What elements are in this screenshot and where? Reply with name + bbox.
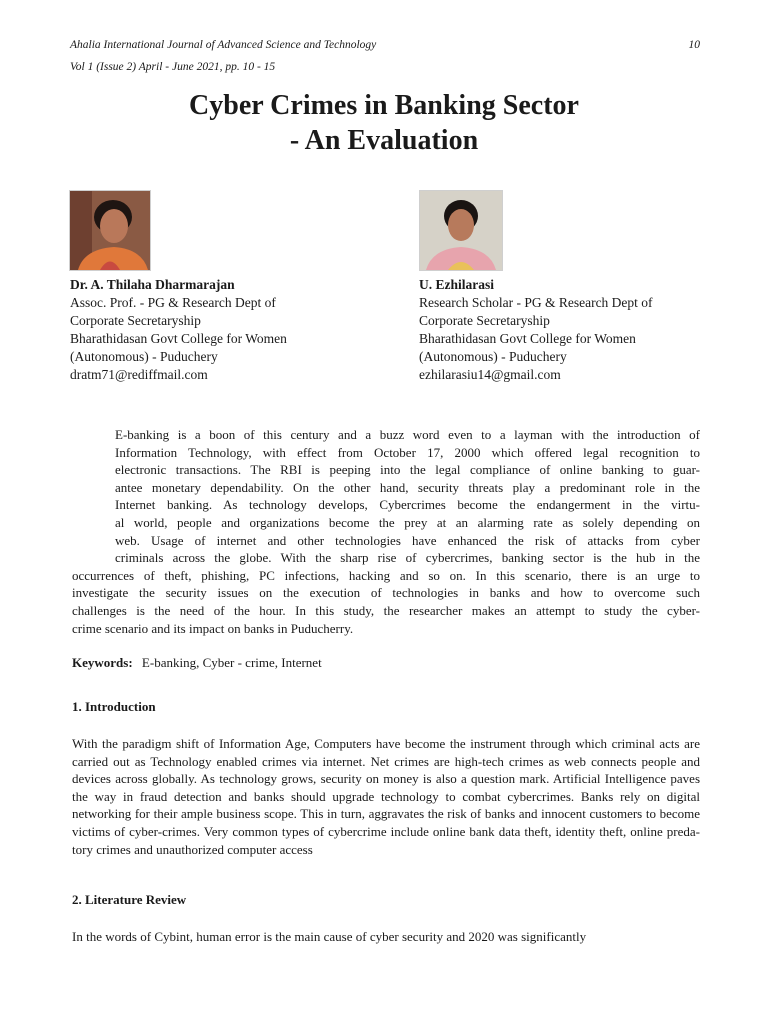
abstract-line: electronic transactions. The RBI is peeping into the legal compliance of online banking to guar- [115,462,700,478]
abstract-line: web. Usage of internet and other technologies have enhanced the risk of attacks from cyber [115,532,700,548]
author-2-place: (Autonomous) - Puduchery [419,349,567,364]
author-1-photo [69,190,151,271]
author-1-block [70,276,390,384]
abstract-line: investigate the security issues on the execution of technologies in banks and how to overcome such [72,585,700,601]
journal-name: Ahalia International Journal of Advanced Science and Technology [70,39,377,51]
abstract-line: al world, people and organizations become the prey at an alarming rate as solely depending on [115,514,700,530]
author-2-photo [419,190,503,271]
abstract-line: Information Technology, with effect from October 17, 2000 which offered legal recognition to [115,444,700,460]
keywords [72,655,322,671]
literature-review-paragraph: In the words of Cybint, human error is the main cause of cyber security and 2020 was significantly [72,929,587,944]
section-heading-introduction: 1. Introduction [72,699,156,714]
abstract-line: challenges is the need of the hour. In this study, the researcher makes an attempt to study the cyber- [72,602,700,618]
author-1-place: (Autonomous) - Puduchery [70,349,218,364]
section-heading-literature-review: 2. Literature Review [72,892,187,907]
title-line-2: - An Evaluation [289,125,479,156]
abstract-line: occurrences of theft, phishing, PC infections, hacking and so on. In this scenario, there is an urge to [72,567,700,583]
title-line-1: Cyber Crimes in Banking Sector [189,90,579,121]
abstract [72,426,700,637]
author-1-email: dratm71@rediffmail.com [70,367,208,382]
author-1-role: Assoc. Prof. - PG & Research Dept of [70,295,276,310]
abstract-line: antee monetary dependability. On the other hand, security threats play a predominant role in the [115,479,700,495]
introduction-paragraph: With the paradigm shift of Information Age, Computers have become the instrument through which criminal acts are carried out as Technology enabled crimes via internet. Net crimes are high-tech crimes as web connects people and devices across globally. As technology grows, security on money is also a question mark. Artificial Intelligence paves the way in fraud detection and banks should upgrade technology to combat cybercrimes. Banks rely on digital networking for their ample business scope. This in turn, aggravates the risk of banks and innocent customers to become victims of cyber-crimes. Very common types of cybercrime include online bank data theft, identity theft, online preda-tory crimes and unauthorized computer access [72,736,700,857]
author-1-dept: Corporate Secretaryship [70,313,201,328]
paper-title [0,88,768,158]
author-2-college: Bharathidasan Govt College for Women [419,331,636,346]
issue-info: Vol 1 (Issue 2) April - June 2021, pp. 10 - 15 [70,61,276,73]
author-2-role: Research Scholar - PG & Research Dept of [419,295,653,310]
abstract-line: criminals across the globe. With the sharp rise of cybercrimes, banking sector is the hub in the [115,550,700,566]
keywords-label: Keywords: [72,655,133,670]
abstract-line: E-banking is a boon of this century and a buzz word even to a layman with the introduction of [115,427,700,442]
author-1-college: Bharathidasan Govt College for Women [70,331,287,346]
page-number: 10 [688,39,700,51]
keywords-value: E-banking, Cyber - crime, Internet [141,655,322,670]
abstract-line: crime scenario and its impact on banks in Puducherry. [72,620,354,636]
author-1-name: Dr. A. Thilaha Dharmarajan [70,277,235,292]
author-2-block [419,276,739,384]
author-2-email: ezhilarasiu14@gmail.com [419,367,561,382]
author-2-name: U. Ezhilarasi [419,277,495,292]
author-2-dept: Corporate Secretaryship [419,313,550,328]
abstract-line: Internet banking. As technology develops, Cybercrimes become the endangerment in the virtu- [115,497,700,513]
